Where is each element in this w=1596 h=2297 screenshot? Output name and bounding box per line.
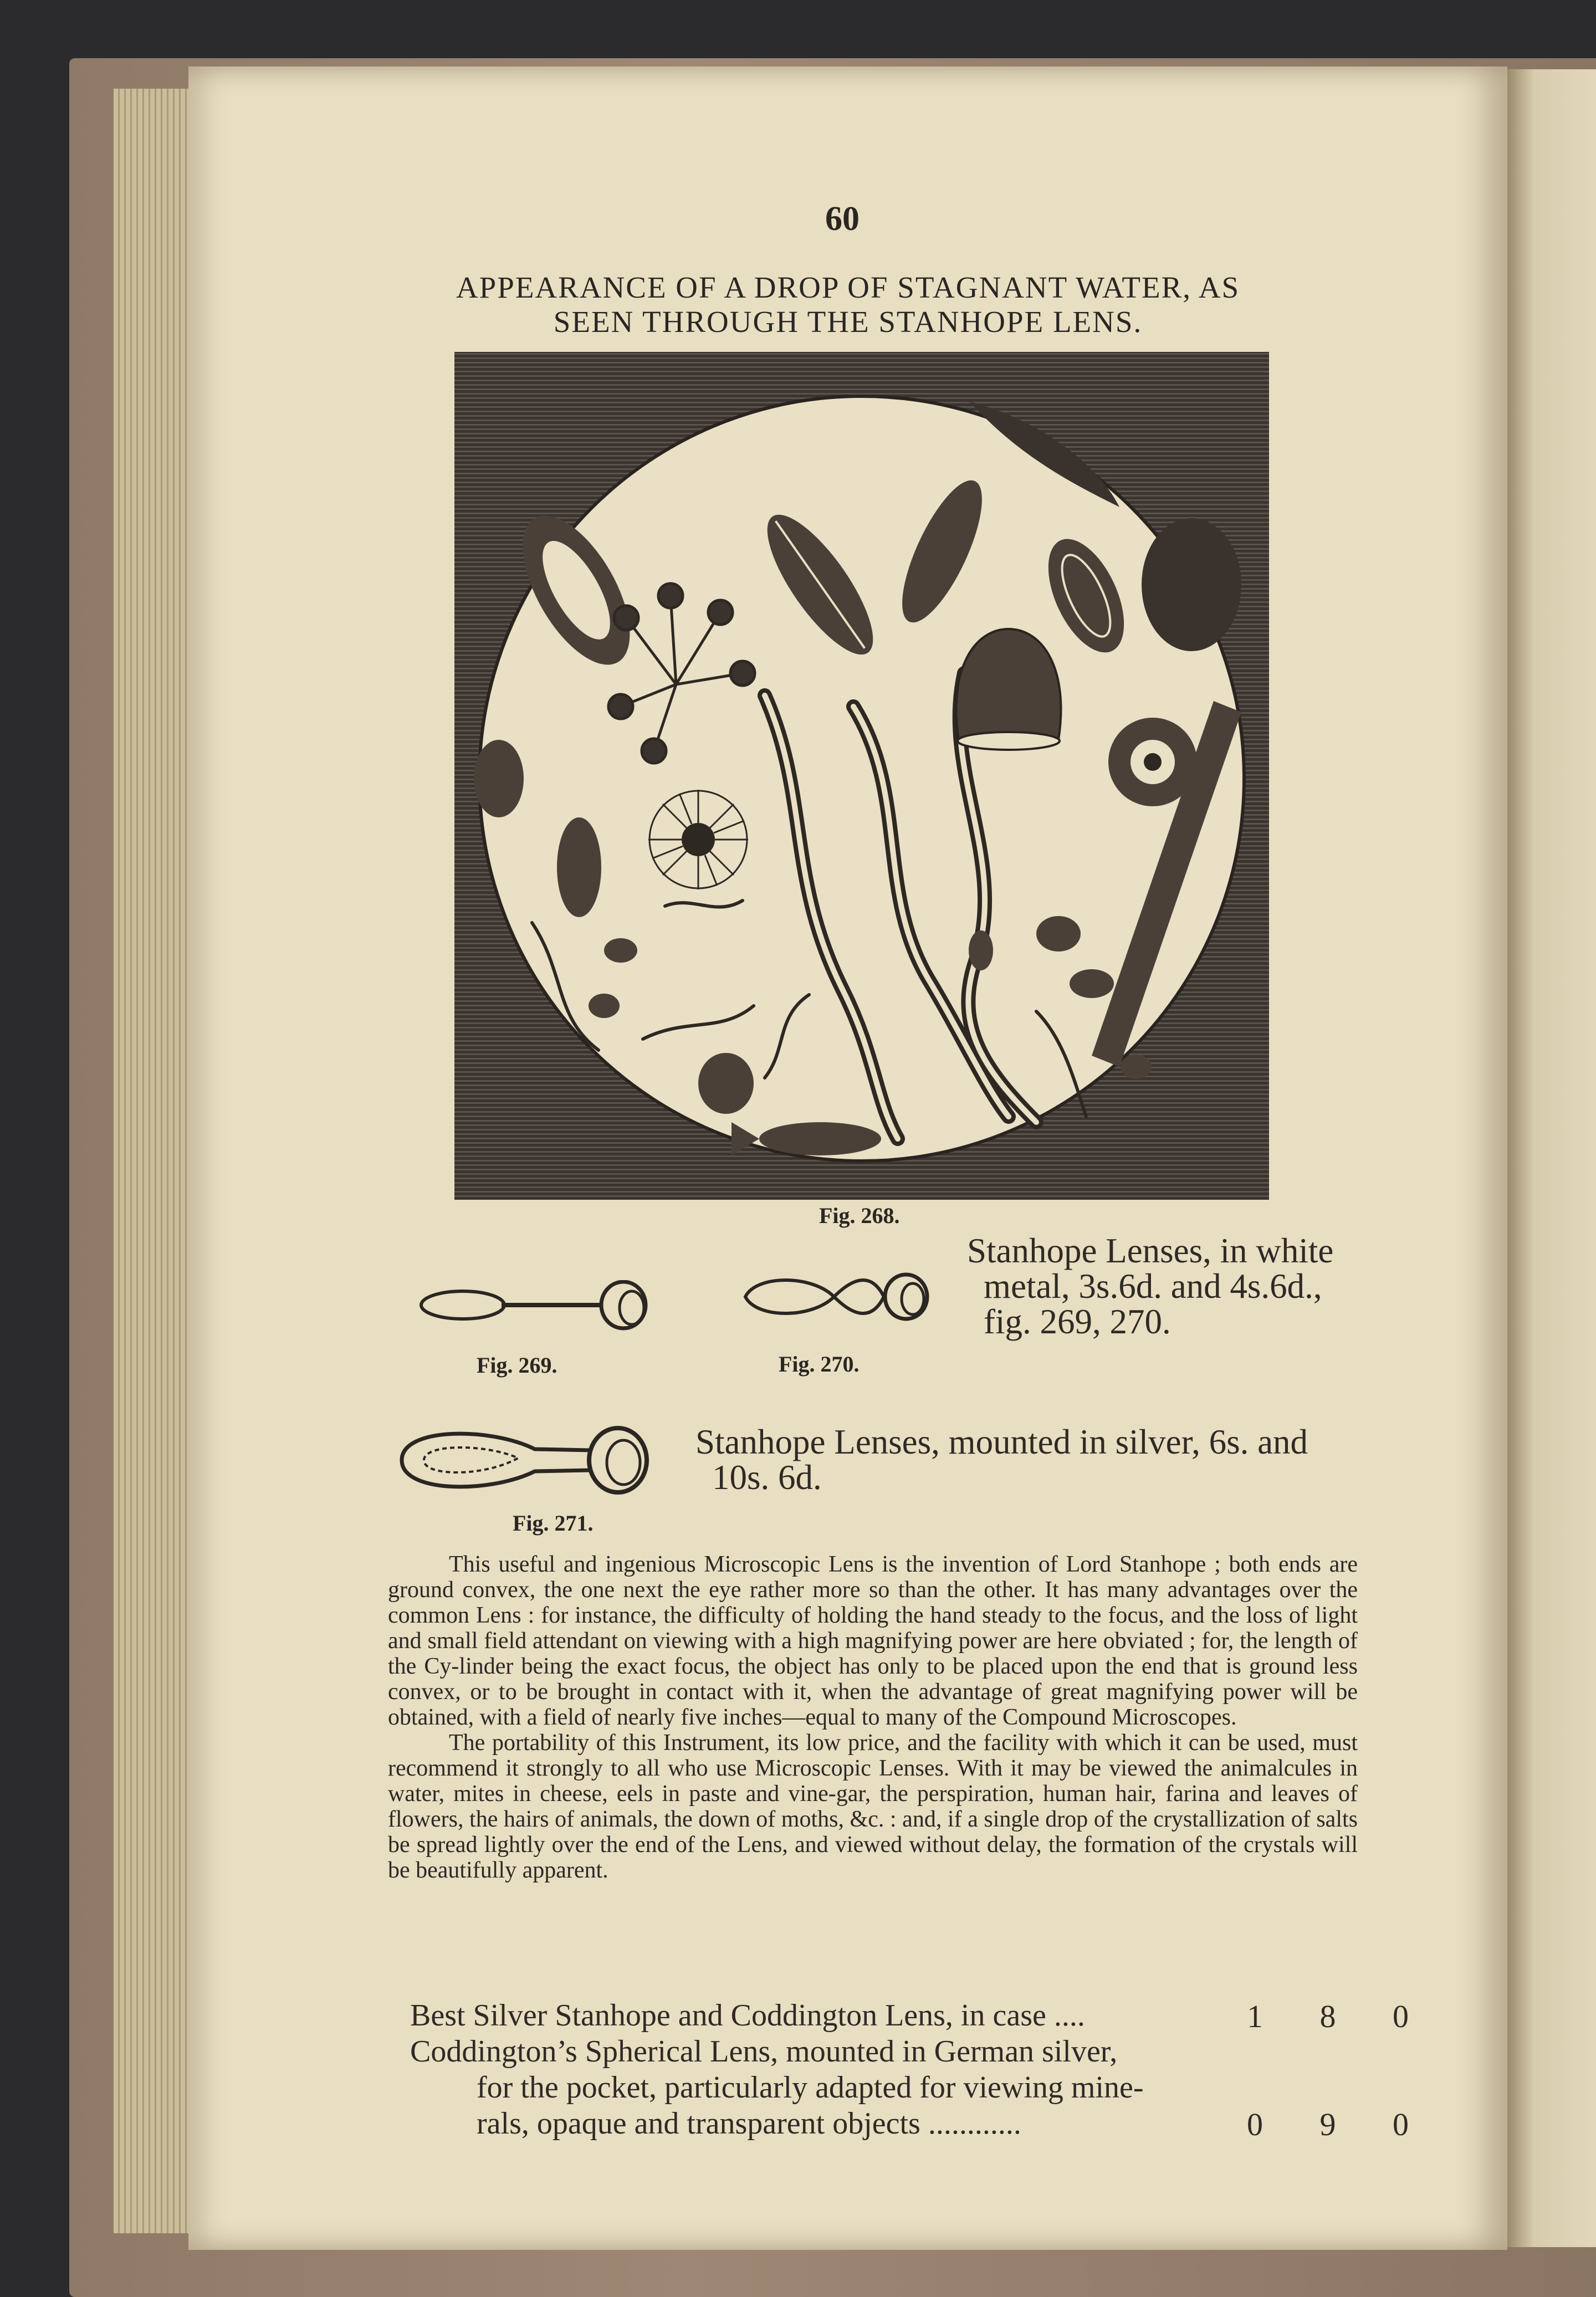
white-metal-lenses-text: [967, 1233, 1333, 1339]
facing-page-edge: [1507, 69, 1596, 2247]
price-item-2-line-3: rals, opaque and transparent objects ............: [477, 2106, 1021, 2141]
radial-organism-icon: [648, 790, 748, 889]
fig-268-caption: Fig. 268.: [819, 1203, 900, 1228]
blob-creature-icon: [1142, 518, 1241, 651]
fig-271-caption: Fig. 271.: [513, 1511, 594, 1536]
price-item-2-line-1: Coddington’s Spherical Lens, mounted in German silver,: [410, 2034, 1118, 2069]
description-paragraph-2: The portability of this Instrument, its low price, and the facility with which it can be used, must recommend it strongly to all who use Microscopic Lenses. With it may be viewed the animalcules in water, mites in cheese, eels in paste and vine-gar, the perspiration, human hair, farina and leaves of flowers, the hairs of animals, the down of moths, &c. : and, if a single drop of the crystallization of salts be spread lightly over the end of the Lens, and viewed without delay, the formation of the crystals will be beautifully apparent.: [388, 1730, 1358, 1883]
stanhope-lens-271-icon: [391, 1416, 657, 1505]
description-text: [388, 1552, 1358, 1883]
stanhope-lens-270-icon: [734, 1269, 934, 1330]
price-item-2-line-2: for the pocket, particularly adapted for viewing mine-: [477, 2070, 1144, 2105]
fig-269-caption: Fig. 269.: [477, 1353, 557, 1378]
silver-line-2: 10s. 6d.: [712, 1458, 822, 1497]
price-item-1-value: 1 8 0: [1247, 1998, 1433, 2034]
page-title: [355, 270, 1341, 339]
silver-line-1: Stanhope Lenses, mounted in silver, 6s. and: [695, 1423, 1308, 1461]
price-item-1-text: Best Silver Stanhope and Coddington Lens, in case ....: [410, 1998, 1085, 2033]
description-paragraph-1: This useful and ingenious Microscopic Lens is the invention of Lord Stanhope ; both ends are ground convex, the one next the eye rather more so than the other. It has many advantages over the common Lens : for instance, the difficulty of holding the hand steady to the focus, and the loss of light and small field attendant on viewing with a high magnifying power are here obviated ; for, the length of the Cy-linder being the exact focus, the object has only to be placed upon the end that is ground less convex, or to be brought in contact with it, when the advantage of great magnifying power will be obtained, with a field of nearly five inches—equal to many of the Compound Microscopes.: [388, 1552, 1358, 1730]
stanhope-lens-269-icon: [418, 1280, 657, 1341]
white-metal-line-1: Stanhope Lenses, in white: [967, 1231, 1334, 1270]
title-line-2: SEEN THROUGH THE STANHOPE LENS.: [553, 305, 1143, 339]
microscope-view-illustration: [454, 352, 1269, 1200]
fig-270-caption: Fig. 270.: [779, 1352, 860, 1377]
title-line-1: APPEARANCE OF A DROP OF STAGNANT WATER, AS: [456, 270, 1240, 304]
silver-lenses-text: [695, 1424, 1308, 1495]
page-number: 60: [825, 200, 860, 238]
white-metal-line-3: fig. 269, 270.: [984, 1302, 1171, 1341]
price-item-2-value: 0 9 0: [1247, 2106, 1433, 2142]
white-metal-line-2: metal, 3s.6d. and 4s.6d.,: [984, 1267, 1322, 1306]
engraving-plate: [454, 352, 1269, 1200]
